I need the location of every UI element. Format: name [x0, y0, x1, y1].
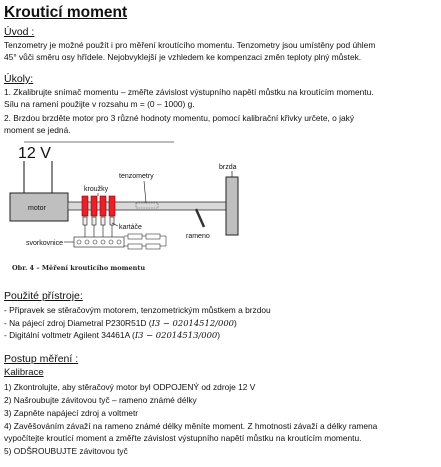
intro-line-1: Tenzometry je možné použít i pro měření kroutícího momentu. Tenzometry jsou umístěny pod úhlem: [4, 40, 376, 50]
procedure-step-3: 3) Zapněte napájecí zdroj a voltmetr: [4, 408, 139, 418]
procedure-step-2: 2) Našroubujte závitovou tyč – rameno známé délky: [4, 395, 197, 405]
intro-heading: Úvod :: [4, 26, 35, 38]
procedure-heading: Postup měření :: [4, 353, 79, 365]
arm-rod: [196, 209, 204, 227]
tasks-line-4: moment se jedná.: [4, 125, 71, 135]
motor-label: motor: [28, 205, 46, 212]
arm-label: rameno: [186, 233, 210, 240]
procedure-step-4-cont: vypočítejte kroutící moment a změřte závislost výstupního napětí můstku na kroutícím momentu.: [4, 433, 362, 443]
tools-line-1: - Připravek se stěračovým motorem, tenzometrickým můstkem a brzdou: [4, 305, 271, 315]
intro-line-2: 45° vůči směru osy hřídele. Nejobvyklejší je vzhledem ke kompenzaci změn teploty plný můstek.: [4, 52, 362, 62]
power-supply-id: I3 − 02014512/000: [151, 318, 234, 328]
close-paren: ): [217, 330, 221, 340]
strain-gauges-label: tenzometry: [119, 173, 154, 180]
figure-caption: Obr. 4 – Měření krouticího momentu: [12, 264, 146, 272]
procedure-step-4: 4) Zavěšováním závaží na rameno známé délky měníte moment. Z hmotnosti závaží a délky ramena: [4, 421, 378, 431]
voltmeter-id: I3 − 02014513/000: [134, 330, 218, 340]
tasks-line-3: 2. Brzdou brzděte motor pro 3 různé hodnoty momentu, pomocí kalibrační křivky určete, o jaký: [4, 113, 355, 123]
calibration-subheading: Kalibrace: [4, 367, 44, 378]
page-title: Krouticí moment: [4, 4, 128, 21]
tasks-heading: Úkoly:: [4, 73, 34, 85]
voltage-label: 12 V: [18, 145, 51, 162]
torque-measurement-figure: [4, 141, 252, 277]
procedure-step-5: 5) ODŠROUBUJTE závitovou tyč: [4, 446, 128, 456]
procedure-step-1: 1) Zkontrolujte, aby stěračový motor byl ODPOJENÝ od zdroje 12 V: [4, 382, 256, 392]
tools-line-2-text: - Na pájecí zdroj Diametral P230R51D (: [4, 318, 152, 328]
close-paren: ): [233, 318, 237, 328]
terminal-block-label: svorkovnice: [26, 240, 63, 247]
apparatus-diagram: [4, 141, 252, 277]
tools-line-3: [4, 330, 220, 341]
tools-heading: Použité přístroje:: [4, 290, 83, 302]
brake-disc: [226, 177, 238, 235]
tools-line-3-text: - Digitální voltmetr Agilent 34461A (: [4, 330, 135, 340]
brake-label: brzda: [219, 164, 237, 171]
tasks-line-1: 1. Zkalibrujte snímač momentu – změřte závislost výstupního napětí můstku na kroutícím momentu.: [4, 87, 374, 97]
tasks-line-2: Sílu na ramení použijte v rozsahu m = (0 – 1000) g.: [4, 99, 195, 109]
brushes-label: kartáče: [119, 224, 142, 231]
slip-rings-label: kroužky: [84, 186, 109, 193]
terminal-block: [74, 237, 124, 247]
tools-line-2: [4, 318, 237, 329]
